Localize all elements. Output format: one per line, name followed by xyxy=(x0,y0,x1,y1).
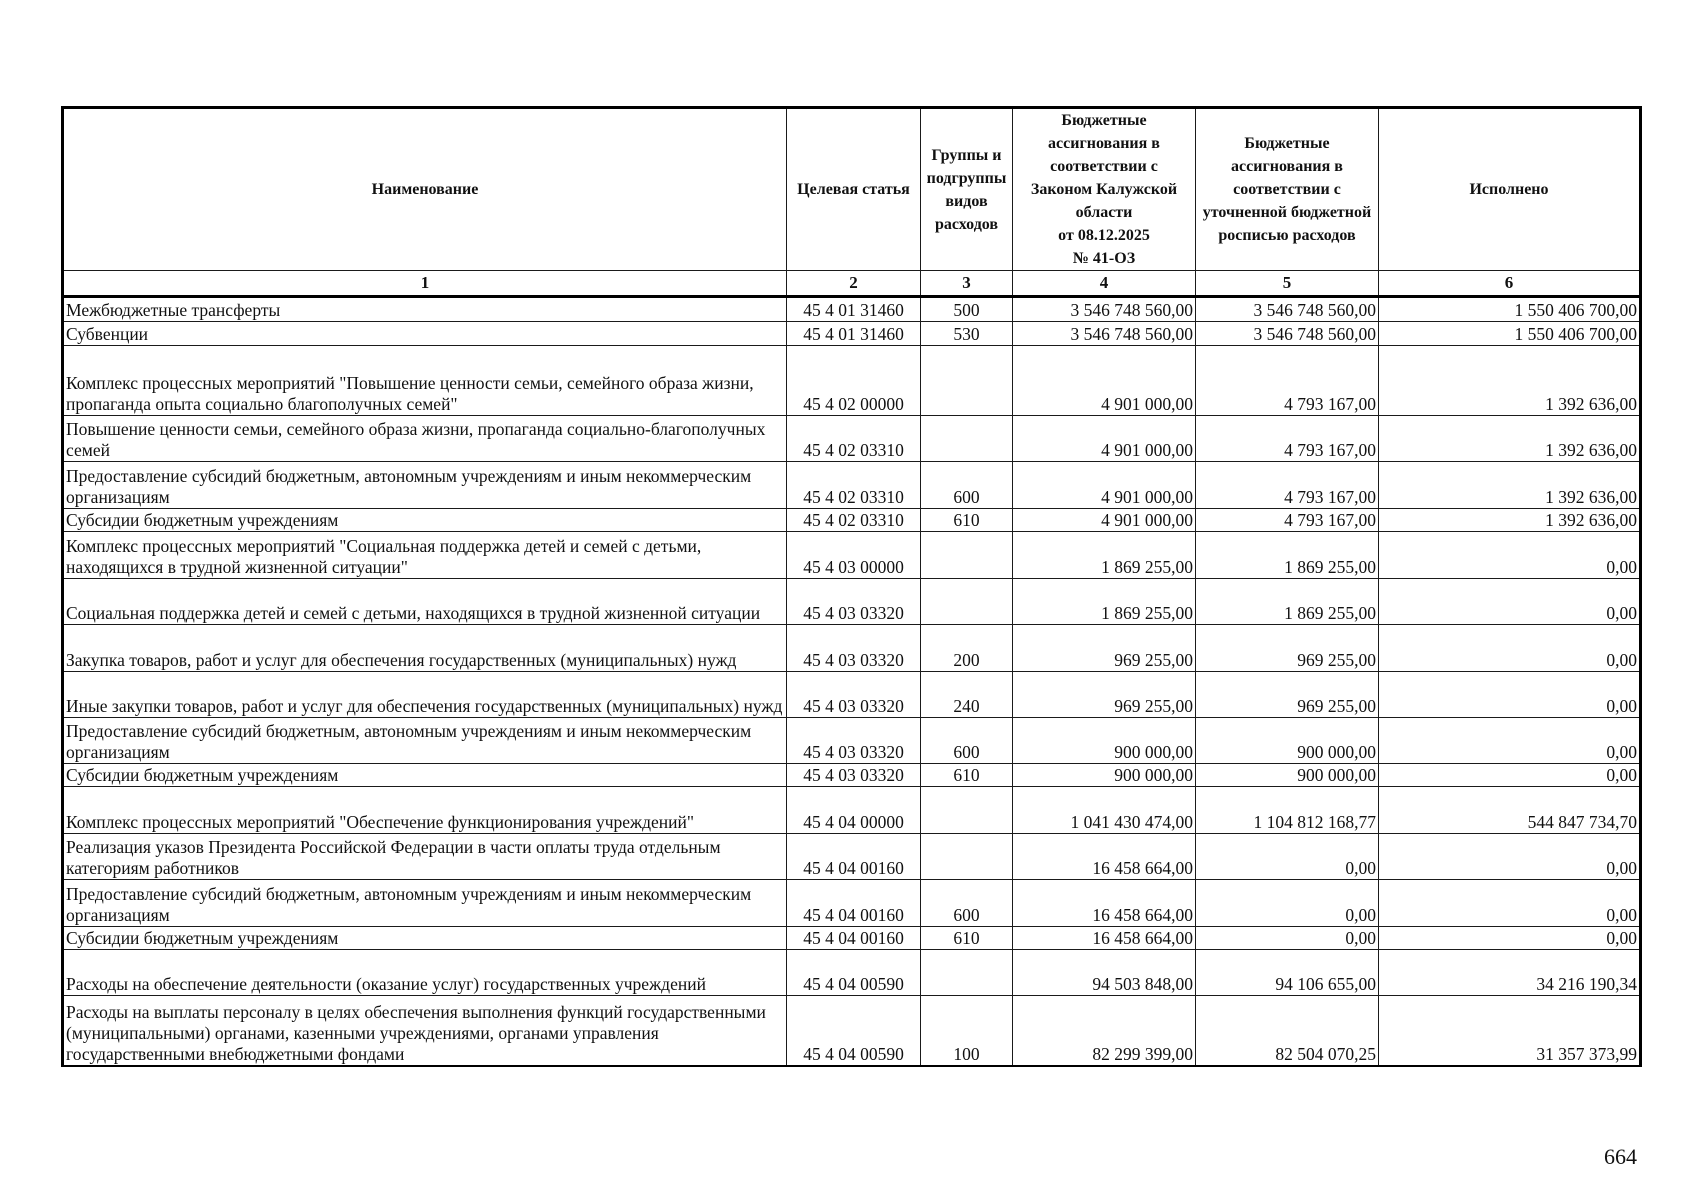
row-refined-amount: 4 793 167,00 xyxy=(1196,509,1379,532)
row-law-amount: 900 000,00 xyxy=(1013,718,1196,764)
row-refined-amount: 4 793 167,00 xyxy=(1196,462,1379,509)
row-target-article: 45 4 04 00160 xyxy=(787,834,921,880)
header-executed: Исполнено xyxy=(1379,108,1641,271)
header-line: видов xyxy=(945,192,988,210)
table-row xyxy=(63,416,1641,462)
row-executed-amount: 34 216 190,34 xyxy=(1379,950,1641,996)
row-law-amount: 1 869 255,00 xyxy=(1013,532,1196,579)
table-row xyxy=(63,625,1641,672)
row-name: Предоставление субсидий бюджетным, автономным учреждениям и иным некоммерческим организациям xyxy=(63,718,787,764)
header-line: области xyxy=(1075,204,1133,221)
row-refined-amount: 1 104 812 168,77 xyxy=(1196,787,1379,834)
column-number: 2 xyxy=(787,271,921,297)
row-executed-amount: 544 847 734,70 xyxy=(1379,787,1641,834)
budget-table-sheet xyxy=(61,106,1639,1067)
column-number: 6 xyxy=(1379,271,1641,297)
row-refined-amount: 94 106 655,00 xyxy=(1196,950,1379,996)
row-executed-amount: 0,00 xyxy=(1379,532,1641,579)
row-name: Предоставление субсидий бюджетным, автономным учреждениям и иным некоммерческим организациям xyxy=(63,462,787,509)
row-refined-amount: 900 000,00 xyxy=(1196,764,1379,787)
header-line: Бюджетные xyxy=(1244,135,1330,152)
row-expense-group: 240 xyxy=(921,672,1013,718)
table-row xyxy=(63,834,1641,880)
header-law-allocations xyxy=(1013,108,1196,271)
table-row xyxy=(63,297,1641,322)
row-target-article: 45 4 03 03320 xyxy=(787,625,921,672)
row-target-article: 45 4 03 03320 xyxy=(787,672,921,718)
header-line: Группы и xyxy=(931,146,1002,164)
header-expense-groups xyxy=(921,108,1013,271)
header-line: от 08.12.2025 xyxy=(1058,227,1150,244)
header-line: Законом Калужской xyxy=(1030,181,1178,198)
header-line: подгруппы xyxy=(926,169,1007,187)
row-target-article: 45 4 03 00000 xyxy=(787,532,921,579)
row-expense-group: 610 xyxy=(921,509,1013,532)
row-executed-amount: 0,00 xyxy=(1379,672,1641,718)
table-row xyxy=(63,718,1641,764)
row-law-amount: 4 901 000,00 xyxy=(1013,462,1196,509)
row-name: Закупка товаров, работ и услуг для обеспечения государственных (муниципальных) нужд xyxy=(63,625,787,672)
row-executed-amount: 1 392 636,00 xyxy=(1379,509,1641,532)
row-executed-amount: 0,00 xyxy=(1379,927,1641,950)
row-expense-group: 610 xyxy=(921,927,1013,950)
row-expense-group xyxy=(921,950,1013,996)
row-name: Предоставление субсидий бюджетным, автономным учреждениям и иным некоммерческим организациям xyxy=(63,880,787,927)
row-law-amount: 16 458 664,00 xyxy=(1013,880,1196,927)
row-name: Иные закупки товаров, работ и услуг для обеспечения государственных (муниципальных) нужд xyxy=(63,672,787,718)
row-refined-amount: 4 793 167,00 xyxy=(1196,416,1379,462)
row-expense-group xyxy=(921,579,1013,625)
row-target-article: 45 4 04 00590 xyxy=(787,950,921,996)
row-name: Реализация указов Президента Российской Федерации в части оплаты труда отдельным категориям работников xyxy=(63,834,787,880)
table-row xyxy=(63,322,1641,346)
row-target-article: 45 4 04 00160 xyxy=(787,880,921,927)
row-law-amount: 1 869 255,00 xyxy=(1013,579,1196,625)
row-target-article: 45 4 01 31460 xyxy=(787,297,921,322)
row-executed-amount: 0,00 xyxy=(1379,625,1641,672)
row-refined-amount: 900 000,00 xyxy=(1196,718,1379,764)
header-line: расходов xyxy=(934,215,999,233)
row-executed-amount: 1 392 636,00 xyxy=(1379,416,1641,462)
row-law-amount: 969 255,00 xyxy=(1013,672,1196,718)
header-target-article: Целевая статья xyxy=(787,108,921,271)
row-expense-group: 600 xyxy=(921,880,1013,927)
row-refined-amount: 0,00 xyxy=(1196,880,1379,927)
row-expense-group xyxy=(921,787,1013,834)
row-name: Расходы на выплаты персоналу в целях обеспечения выполнения функций государственными (муниципальными) органами, казенными учреждениями, органами управления государственными внебюджетными фондами xyxy=(63,996,787,1066)
row-expense-group: 530 xyxy=(921,322,1013,346)
row-name: Комплекс процессных мероприятий "Повышение ценности семьи, семейного образа жизни, пропаганда опыта социально благополучных семей" xyxy=(63,346,787,416)
row-executed-amount: 0,00 xyxy=(1379,764,1641,787)
table-row xyxy=(63,672,1641,718)
row-expense-group: 600 xyxy=(921,718,1013,764)
row-law-amount: 82 299 399,00 xyxy=(1013,996,1196,1066)
row-law-amount: 4 901 000,00 xyxy=(1013,416,1196,462)
page-number: 664 xyxy=(1604,1144,1637,1169)
row-executed-amount: 31 357 373,99 xyxy=(1379,996,1641,1066)
header-refined-allocations xyxy=(1196,108,1379,271)
row-name: Межбюджетные трансферты xyxy=(63,297,787,322)
row-name: Субвенции xyxy=(63,322,787,346)
row-refined-amount: 1 869 255,00 xyxy=(1196,579,1379,625)
row-executed-amount: 1 392 636,00 xyxy=(1379,462,1641,509)
row-law-amount: 16 458 664,00 xyxy=(1013,927,1196,950)
row-refined-amount: 4 793 167,00 xyxy=(1196,346,1379,416)
row-target-article: 45 4 02 03310 xyxy=(787,509,921,532)
row-law-amount: 900 000,00 xyxy=(1013,764,1196,787)
row-law-amount: 94 503 848,00 xyxy=(1013,950,1196,996)
column-number: 1 xyxy=(63,271,787,297)
table-row xyxy=(63,579,1641,625)
table-body xyxy=(63,297,1641,1066)
header-line: соответствии с xyxy=(1233,181,1341,198)
row-executed-amount: 0,00 xyxy=(1379,834,1641,880)
row-expense-group xyxy=(921,834,1013,880)
header-line: ассигнования в xyxy=(1231,158,1343,175)
row-expense-group xyxy=(921,416,1013,462)
row-law-amount: 3 546 748 560,00 xyxy=(1013,297,1196,322)
table-row xyxy=(63,996,1641,1066)
row-expense-group: 200 xyxy=(921,625,1013,672)
row-name: Субсидии бюджетным учреждениям xyxy=(63,509,787,532)
row-law-amount: 4 901 000,00 xyxy=(1013,509,1196,532)
row-expense-group xyxy=(921,532,1013,579)
row-refined-amount: 969 255,00 xyxy=(1196,625,1379,672)
row-refined-amount: 0,00 xyxy=(1196,927,1379,950)
row-refined-amount: 969 255,00 xyxy=(1196,672,1379,718)
row-executed-amount: 0,00 xyxy=(1379,718,1641,764)
row-expense-group: 610 xyxy=(921,764,1013,787)
table-row xyxy=(63,346,1641,416)
header-line: уточненной бюджетной xyxy=(1202,204,1372,221)
header-line: ассигнования в xyxy=(1048,135,1160,152)
table-row xyxy=(63,880,1641,927)
row-executed-amount: 1 550 406 700,00 xyxy=(1379,322,1641,346)
row-refined-amount: 3 546 748 560,00 xyxy=(1196,322,1379,346)
budget-expenditure-table xyxy=(61,106,1642,1067)
row-executed-amount: 1 550 406 700,00 xyxy=(1379,297,1641,322)
row-law-amount: 16 458 664,00 xyxy=(1013,834,1196,880)
table-row xyxy=(63,509,1641,532)
table-row xyxy=(63,787,1641,834)
row-expense-group: 500 xyxy=(921,297,1013,322)
row-name: Комплекс процессных мероприятий "Обеспечение функционирования учреждений" xyxy=(63,787,787,834)
row-law-amount: 4 901 000,00 xyxy=(1013,346,1196,416)
table-row xyxy=(63,532,1641,579)
row-target-article: 45 4 04 00000 xyxy=(787,787,921,834)
row-refined-amount: 1 869 255,00 xyxy=(1196,532,1379,579)
row-expense-group xyxy=(921,346,1013,416)
row-name: Расходы на обеспечение деятельности (оказание услуг) государственных учреждений xyxy=(63,950,787,996)
row-target-article: 45 4 02 03310 xyxy=(787,416,921,462)
table-row xyxy=(63,462,1641,509)
header-name: Наименование xyxy=(63,108,787,271)
table-row xyxy=(63,927,1641,950)
header-line: соответствии с xyxy=(1050,158,1158,175)
header-line: Бюджетные xyxy=(1061,112,1147,129)
row-target-article: 45 4 03 03320 xyxy=(787,764,921,787)
row-target-article: 45 4 04 00590 xyxy=(787,996,921,1066)
header-line: № 41-ОЗ xyxy=(1072,250,1136,267)
row-target-article: 45 4 03 03320 xyxy=(787,718,921,764)
row-expense-group: 100 xyxy=(921,996,1013,1066)
row-executed-amount: 0,00 xyxy=(1379,579,1641,625)
table-row xyxy=(63,950,1641,996)
row-target-article: 45 4 04 00160 xyxy=(787,927,921,950)
row-name: Комплекс процессных мероприятий "Социальная поддержка детей и семей с детьми, находящихся в трудной жизненной ситуации" xyxy=(63,532,787,579)
row-executed-amount: 1 392 636,00 xyxy=(1379,346,1641,416)
row-law-amount: 1 041 430 474,00 xyxy=(1013,787,1196,834)
column-number: 5 xyxy=(1196,271,1379,297)
row-target-article: 45 4 03 03320 xyxy=(787,579,921,625)
row-name: Субсидии бюджетным учреждениям xyxy=(63,927,787,950)
row-name: Социальная поддержка детей и семей с детьми, находящихся в трудной жизненной ситуации xyxy=(63,579,787,625)
row-expense-group: 600 xyxy=(921,462,1013,509)
row-law-amount: 3 546 748 560,00 xyxy=(1013,322,1196,346)
row-target-article: 45 4 02 00000 xyxy=(787,346,921,416)
column-number: 4 xyxy=(1013,271,1196,297)
table-header xyxy=(63,108,1641,297)
row-refined-amount: 3 546 748 560,00 xyxy=(1196,297,1379,322)
header-line: росписью расходов xyxy=(1218,227,1356,244)
row-name: Субсидии бюджетным учреждениям xyxy=(63,764,787,787)
row-target-article: 45 4 01 31460 xyxy=(787,322,921,346)
row-target-article: 45 4 02 03310 xyxy=(787,462,921,509)
row-law-amount: 969 255,00 xyxy=(1013,625,1196,672)
row-refined-amount: 0,00 xyxy=(1196,834,1379,880)
row-name: Повышение ценности семьи, семейного образа жизни, пропаганда социально-благополучных семей xyxy=(63,416,787,462)
column-number: 3 xyxy=(921,271,1013,297)
row-refined-amount: 82 504 070,25 xyxy=(1196,996,1379,1066)
table-row xyxy=(63,764,1641,787)
row-executed-amount: 0,00 xyxy=(1379,880,1641,927)
